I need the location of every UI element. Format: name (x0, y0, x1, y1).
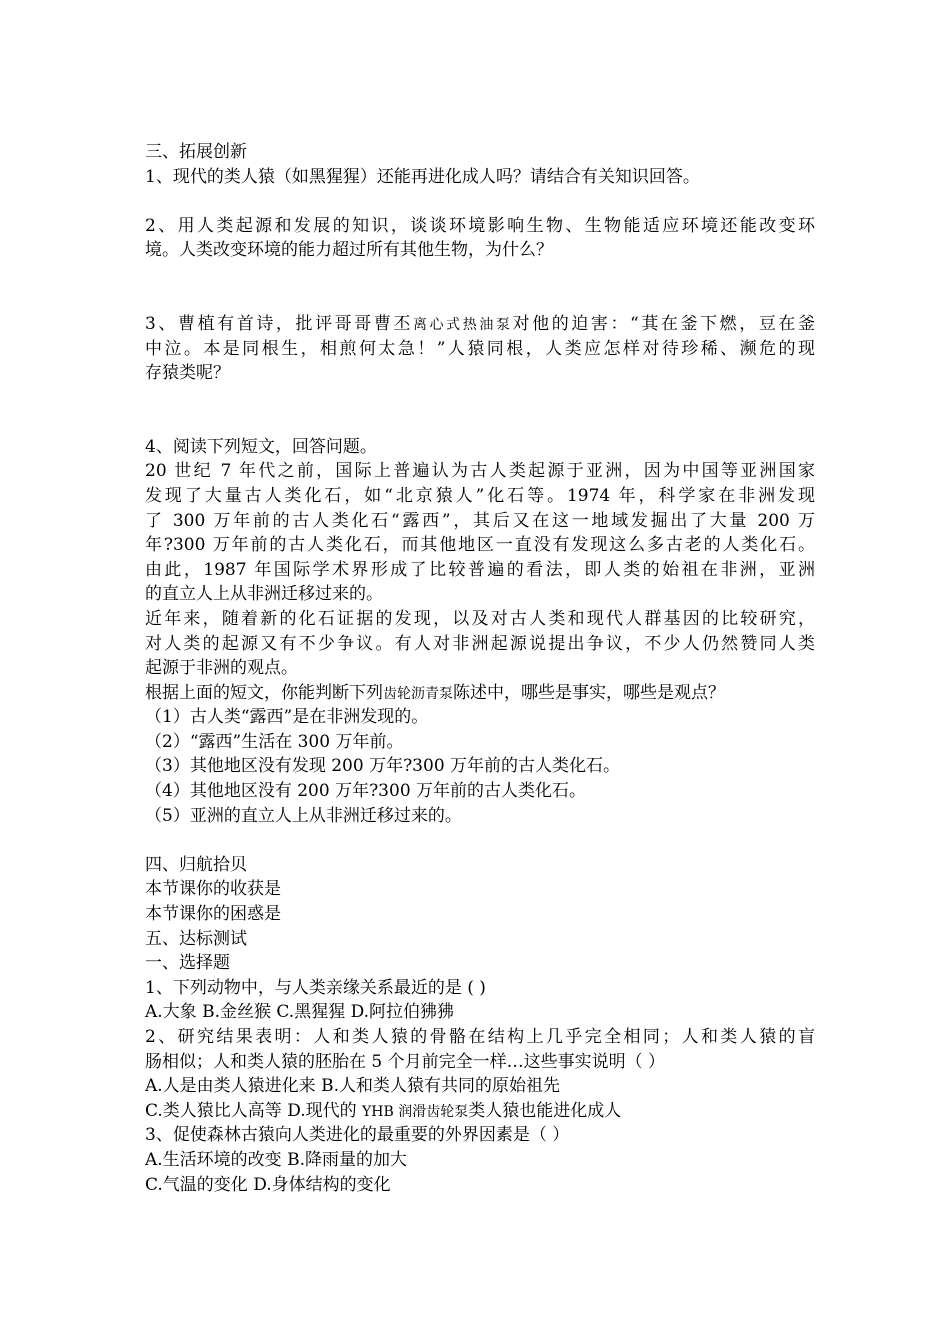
statement-3: （3）其他地区没有发现 200 万年?300 万年前的古人类化石。 (145, 756, 621, 777)
question-3-text-a: 3、曹植有首诗，批评哥哥曹丕 (145, 313, 414, 334)
question-2-line-1: 2、用人类起源和发展的知识，谈谈环境影响生物、生物能适应环境还能改变环 (145, 215, 815, 236)
choice-question-2-option-c-a: C.类人猿比人高等 D.现代的 (145, 1100, 363, 1121)
section-4-heading: 四、归航拾贝 (145, 854, 247, 875)
choice-question-3: 3、促使森林古猿向人类进化的最重要的外界因素是（ ） (145, 1125, 570, 1146)
spacer (145, 263, 815, 312)
spacer (145, 828, 815, 853)
passage-1-line-3: 了 300 万年前的古人类化石“露西”，其后又在这一地域发掘出了大量 200 万 (145, 510, 815, 531)
question-3-line-1 (145, 312, 815, 337)
question-3-text-b: 对他的迫害：“萁在釜下燃，豆在釜 (512, 313, 815, 334)
statement-5: （5）亚洲的直立人上从非洲迁移过来的。 (145, 805, 462, 826)
question-3-line-2: 中泣。本是同根生，相煎何太急！”人猿同根，人类应怎样对待珍稀、濒危的现 (145, 338, 815, 359)
choice-question-2-options-cd (145, 1099, 815, 1124)
question-2-line-2: 境。人类改变环境的能力超过所有其他生物，为什么？ (145, 240, 553, 261)
question-4-prompt-b: 陈述中，哪些是事实，哪些是观点？ (453, 682, 725, 703)
passage-1-line-4: 年?300 万年前的古人类化石，而其他地区一直没有发现这么多古老的人类化石。 (145, 535, 815, 556)
question-4-inserted-small-text: 齿轮沥青泵 (383, 685, 453, 702)
choice-question-3-options-ab: A.生活环境的改变 B.降雨量的加大 (145, 1149, 407, 1170)
confusion-prompt: 本节课你的困惑是 (145, 904, 281, 925)
statement-4: （4）其他地区没有 200 万年?300 万年前的古人类化石。 (145, 781, 587, 802)
gain-prompt: 本节课你的收获是 (145, 879, 281, 900)
question-3-inserted-small-text: 离心式热油泵 (413, 316, 513, 333)
document-body (145, 140, 815, 1197)
question-4-prompt (145, 681, 815, 706)
passage-2-line-1: 近年来，随着新的化石证据的发现，以及对古人类和现代人群基因的比较研究， (145, 608, 815, 629)
passage-1-line-6: 的直立人上从非洲迁移过来的。 (145, 584, 383, 605)
question-1: 1、现代的类人猿（如黑猩猩）还能再进化成人吗？请结合有关知识回答。 (145, 166, 700, 187)
choice-question-2-inserted-small-text: YHB 润滑齿轮泵 (362, 1103, 469, 1120)
question-4-prompt-a: 根据上面的短文，你能判断下列 (145, 682, 383, 703)
passage-1-line-5: 由此，1987 年国际学术界形成了比较普遍的看法，即人类的始祖在非洲，亚洲 (145, 559, 815, 580)
passage-2-line-3: 起源于非洲的观点。 (145, 658, 298, 679)
statement-2: （2）“露西”生活在 300 万年前。 (145, 731, 404, 752)
choice-question-2-option-c-b: 类人猿也能进化成人 (468, 1100, 622, 1121)
choice-question-3-options-cd: C.气温的变化 D.身体结构的变化 (145, 1174, 391, 1195)
passage-1-line-2: 发现了大量古人类化石，如“北京猿人”化石等。1974 年，科学家在非洲发现 (145, 485, 815, 506)
spacer (145, 189, 815, 214)
choice-section-heading: 一、选择题 (145, 953, 230, 974)
choice-question-2-options-ab: A.人是由类人猿进化来 B.人和类人猿有共同的原始祖先 (145, 1076, 560, 1097)
choice-question-1: 1、下列动物中，与人类亲缘关系最近的是 ( ) (145, 977, 486, 998)
question-3-line-3: 存猿类呢？ (145, 363, 230, 384)
passage-1-line-1: 20 世纪 7 年代之前，国际上普遍认为古人类起源于亚洲，因为中国等亚洲国家 (145, 461, 815, 482)
statement-1: （1）古人类“露西”是在非洲发现的。 (145, 707, 429, 728)
passage-2-line-2: 对人类的起源又有不少争议。有人对非洲起源说提出争议，不少人仍然赞同人类 (145, 633, 815, 654)
choice-question-2-line-2: 肠相似；人和类人猿的胚胎在 5 个月前完全一样…这些事实说明（ ） (145, 1051, 666, 1072)
question-4-heading: 4、阅读下列短文，回答问题。 (145, 436, 377, 457)
section-3-heading: 三、拓展创新 (145, 142, 247, 162)
choice-question-2-line-1: 2、研究结果表明：人和类人猿的骨骼在结构上几乎完全相同；人和类人猿的盲 (145, 1027, 815, 1047)
spacer (145, 386, 815, 435)
choice-question-1-options: A.大象 B.金丝猴 C.黑猩猩 D.阿拉伯狒狒 (145, 1002, 455, 1023)
section-5-heading: 五、达标测试 (145, 928, 247, 949)
